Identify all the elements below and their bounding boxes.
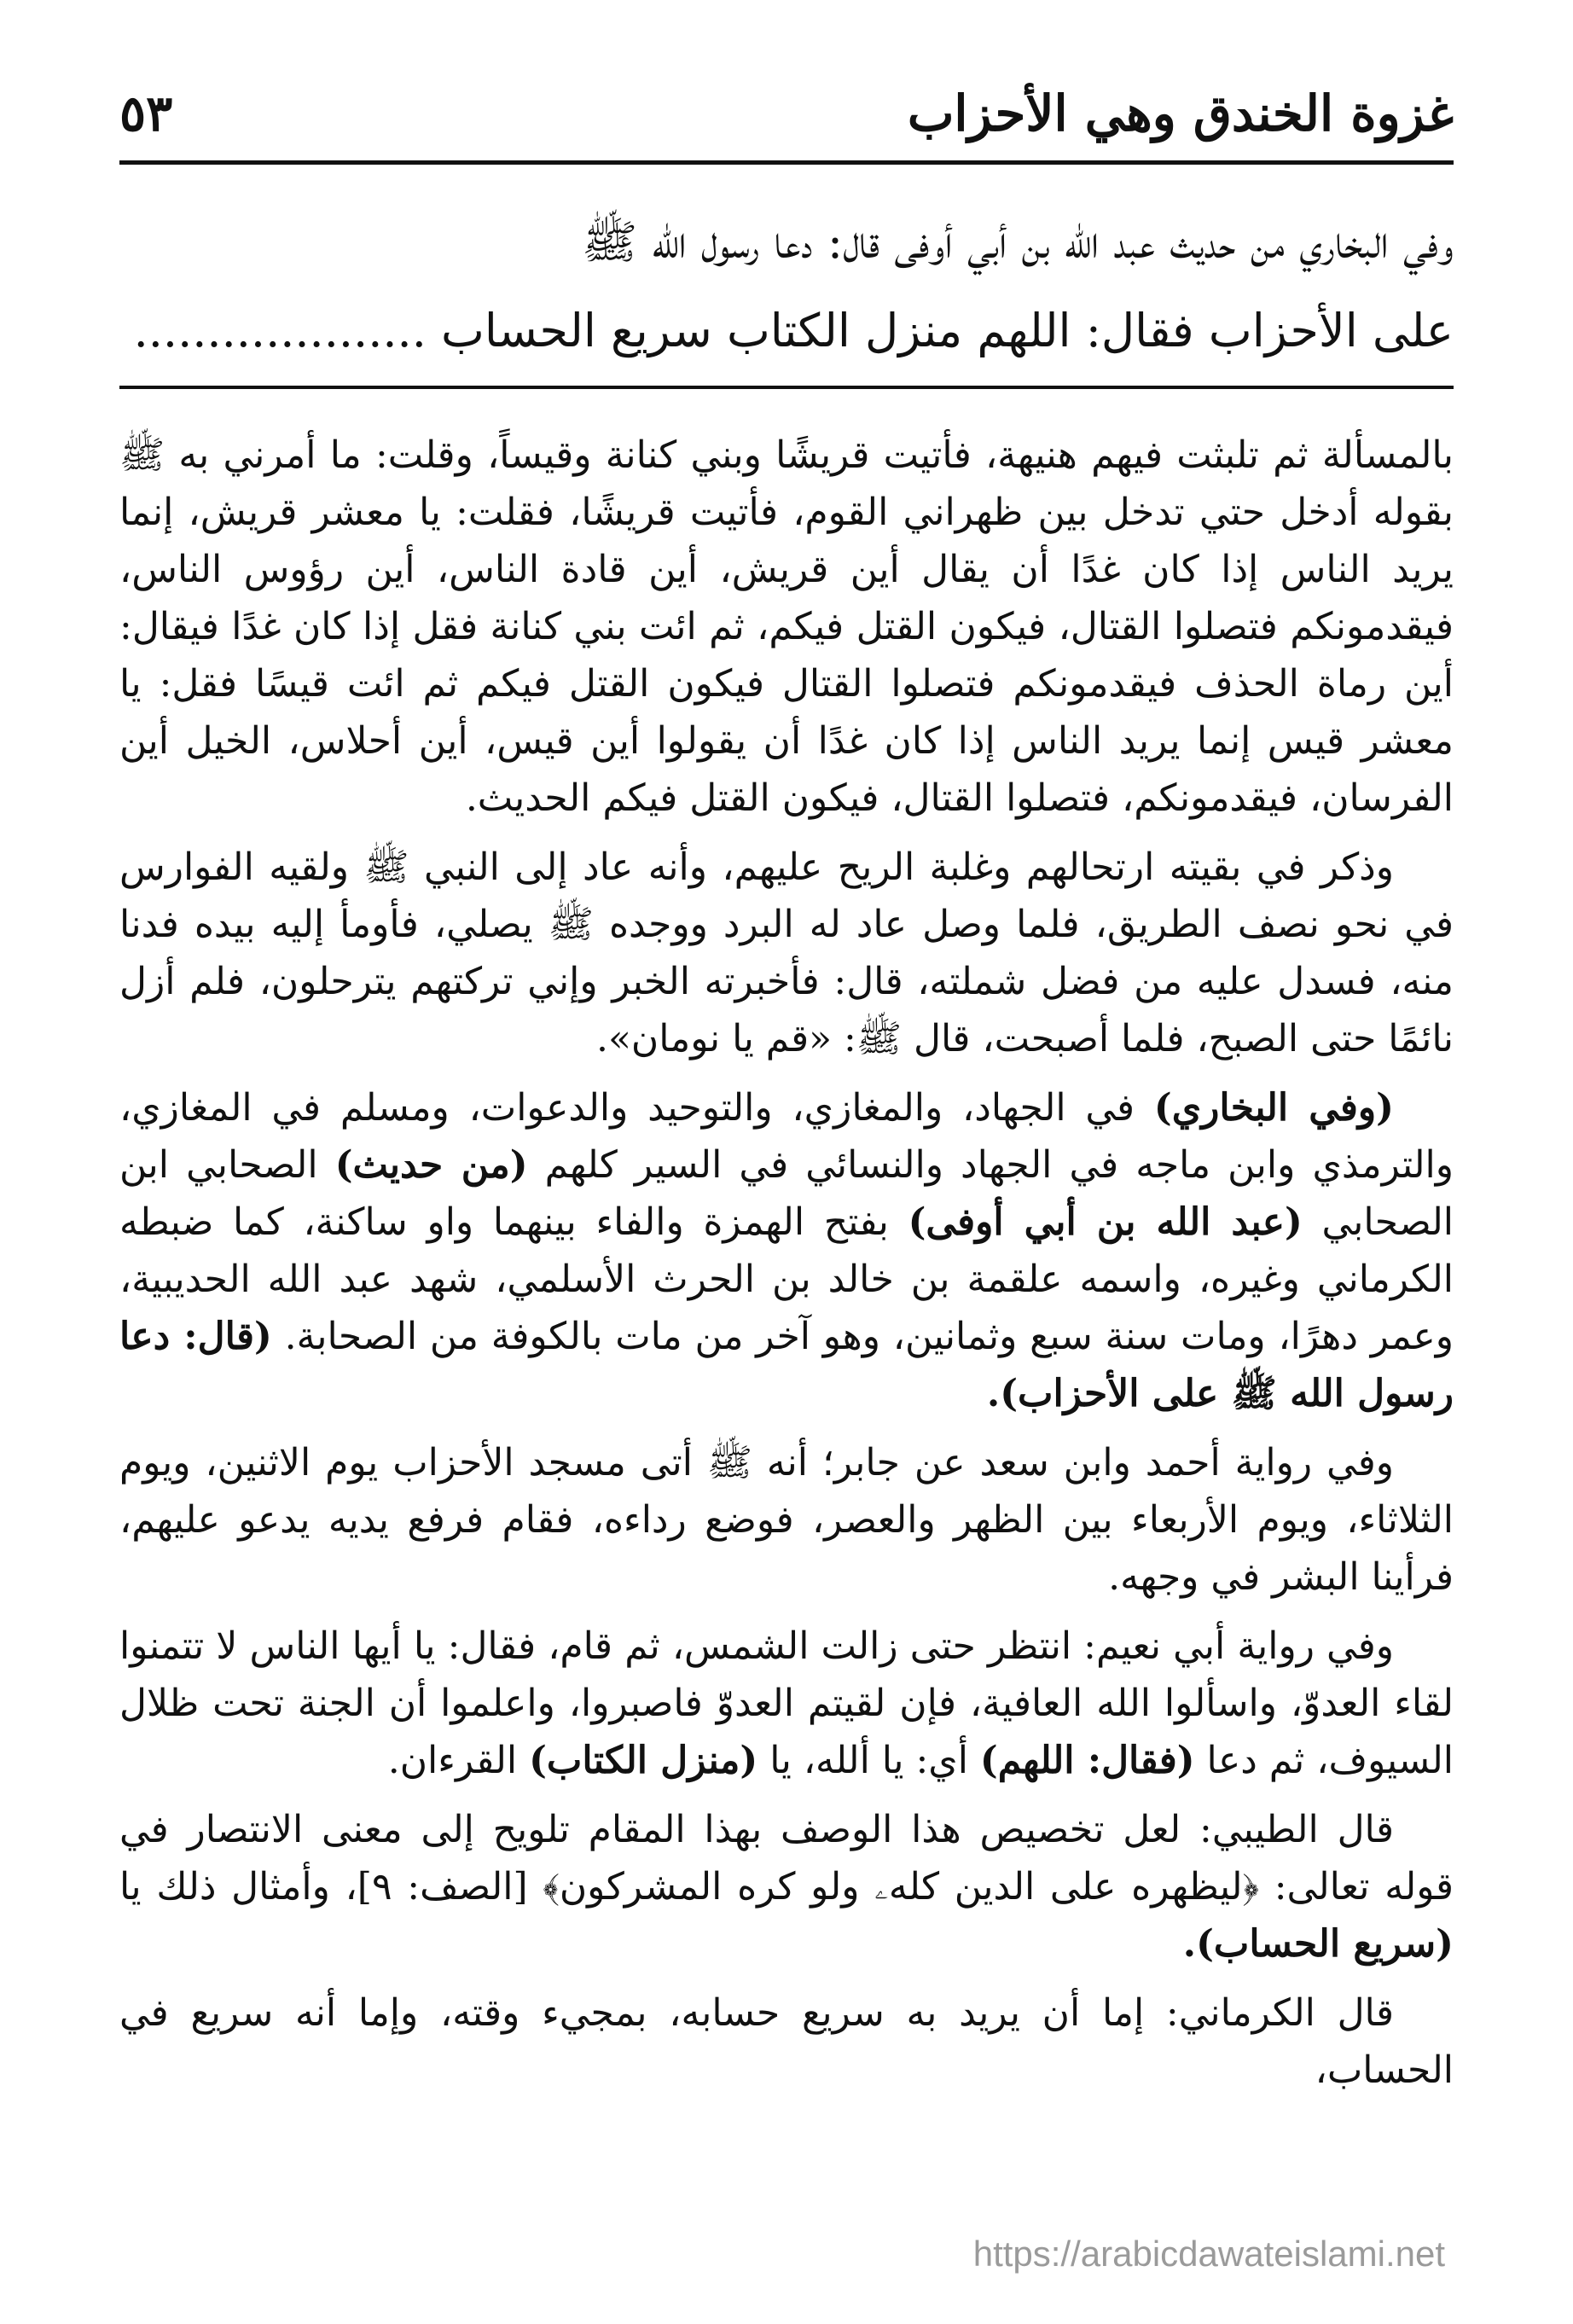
text-run: في الجهاد، والمغازي، والتوحيد والدعوات، ومسلم في المغازي، والترمذي وابن ماجه في الجهاد والنسائي في السير كلهم — [119, 1086, 1454, 1187]
paragraph-7: قال الكرماني: إما أن يريد به سريع حسابه، بمجيء وقته، وإما أنه سريع في الحساب، — [119, 1991, 1454, 2092]
text-run: بفتح الهمزة والفاء بينهما واو ساكنة، كما ضبطه الكرماني وغيره، واسمه علقمة بن خالد بن الحرث الأسلمي، شهد عبد الله الحديبية، وعمر دهرًا، ومات سنة سبع وثمانين، وهو آخر من مات بالكوفة من الصحابة. — [119, 1200, 1454, 1358]
header-rule — [119, 160, 1454, 165]
text-run: وفي رواية أبي نعيم: انتظر حتى زالت الشمس، ثم قام، فقال: يا أيها الناس لا تتمنوا لقاء العدوّ، واسألوا الله العافية، فإن لقيتم العدوّ فاصبروا، واعلموا أن الجنة تحت ظلال السيوف، ثم دعا — [119, 1624, 1454, 1782]
paragraph-2: وذكر في بقيته ارتحالهم وغلبة الريح عليهم، وأنه عاد إلى النبي ﷺ ولقيه الفوارس في نحو نصف الطريق، فلما وصل عاد له البرد ووجده ﷺ يصلي، فأومأ إليه بيده فدنا منه، فسدل عليه من فضل شملته، قال: فأخبرته الخبر وإني تركتهم يترحلون، فلم أزل نائمًا حتى الصبح، فلما أصبحت، قال ﷺ: «قم يا نومان». — [119, 845, 1454, 1060]
text-run: قال الطيبي: لعل تخصيص هذا الوصف بهذا المقام تلويح إلى معنى الانتصار في قوله تعالى: ﴿ليظهره على الدين كلهۦ ولو كره المشركون﴾ [الصف: ٩]، وأمثال ذلك يا — [119, 1808, 1454, 1909]
matn-separator-rule — [119, 386, 1454, 389]
commentary-body — [119, 427, 1454, 2111]
bold-phrase: (فقال: اللهم) — [979, 1739, 1195, 1782]
chapter-title: غزوة الخندق وهي الأحزاب — [907, 84, 1454, 142]
text-run: القرءان. — [387, 1739, 530, 1782]
paragraph-3 — [119, 1079, 1454, 1422]
bold-phrase: (وفي البخاري) — [1153, 1086, 1394, 1130]
watermark-url: https://arabicdawateislami.net — [972, 2234, 1445, 2274]
paragraph-6 — [119, 1801, 1454, 1972]
bold-phrase: (عبد الله بن أبي أوفى) — [908, 1200, 1303, 1244]
page-number: ٥٣ — [119, 84, 173, 142]
paragraph-5 — [119, 1618, 1454, 1789]
bold-phrase: (من حديث) — [334, 1143, 528, 1187]
bold-phrase: (قال: دعا رسول الله ﷺ على الأحزاب). — [119, 1315, 1454, 1415]
matn-line-2: على الأحزاب فقال: اللهم منزل الكتاب سريع الحساب .................... — [133, 304, 1454, 357]
matn-line-1: وفي البخاري من حديث عبد الله بن أبي أوفى قال: دعا رسول الله ﷺ — [582, 215, 1454, 269]
paragraph-1: بالمسألة ثم تلبثت فيهم هنيهة، فأتيت قريشًا وبني كنانة وقيساً، وقلت: ما أمرني به ﷺ بقوله أدخل حتي تدخل بين ظهراني القوم، فأتيت قريشًا، فقلت: يا معشر قريش، إنما يريد الناس إذا كان غدًا أن يقال أين قريش، أين قادة الناس، أين رؤوس الناس، فيقدمونكم فتصلوا القتال، فيكون القتل فيكم، ثم ائت بني كنانة فقل إذا كان غدًا فيقال: أين رماة الحذف فيقدمونكم فتصلوا القتال فيكون القتل فيكم ثم ائت قيسًا فقل: يا معشر قيس إنما يريد الناس إذا كان غدًا أن يقولوا أين قيس، أين أحلاس، الخيل أين الفرسان، فيقدمونكم، فتصلوا القتال، فيكون القتل فيكم الحديث. — [119, 433, 1454, 820]
bold-phrase: (سريع الحساب). — [1182, 1922, 1454, 1966]
bold-phrase: (منزل الكتاب) — [529, 1739, 758, 1782]
text-run: أي: يا ألله، يا — [757, 1739, 980, 1782]
text-run: الصحابي ابن الصحابي — [119, 1143, 1454, 1244]
page-header — [119, 75, 1454, 152]
hadith-matn — [119, 198, 1454, 375]
paragraph-4: وفي رواية أحمد وابن سعد عن جابر؛ أنه ﷺ أتى مسجد الأحزاب يوم الاثنين، ويوم الثلاثاء، ويوم الأربعاء بين الظهر والعصر، فوضع رداءه، فقام فرفع يديه يدعو عليهم، فرأينا البشر في وجهه. — [119, 1441, 1454, 1599]
